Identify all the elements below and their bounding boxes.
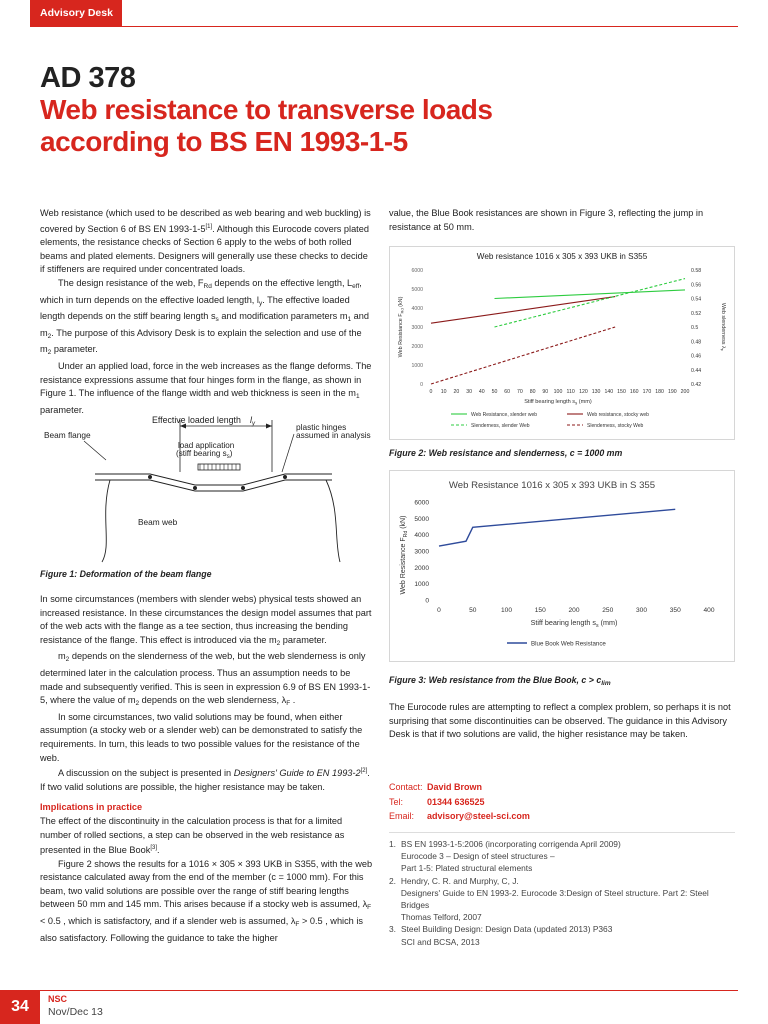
reference-item: 3. Steel Building Design: Design Data (updated 2013) P363 SCI and BCSA, 2013	[389, 924, 613, 947]
chart-2-y-tick: 4000	[411, 306, 423, 312]
chart-2-y2-tick: 0.46	[691, 353, 702, 360]
article-number: AD 378	[40, 62, 136, 94]
header-divider	[30, 26, 738, 27]
chart-3-x-tick: 100	[500, 607, 513, 614]
chart-2-x-tick: 10	[440, 389, 447, 395]
plastic-hinges-label-2: assumed in analysis	[296, 430, 371, 440]
chart-2-y-tick: 0	[420, 382, 423, 388]
tel-row: Tel: 01344 636525	[389, 796, 485, 807]
load-application-label-2: (stiff bearing $s_s$)	[176, 449, 233, 460]
chart-2-legend-label: Slenderness, stocky Web	[587, 423, 644, 429]
chart-2-x-tick: 90	[542, 389, 549, 395]
figure-3-chart	[389, 470, 735, 662]
references-divider	[389, 832, 735, 833]
contact-row: Contact: David Brown	[389, 782, 483, 792]
chart-2-x-tick: 80	[529, 389, 536, 395]
references-list	[389, 838, 735, 948]
chart-2-x-tick: 60	[504, 389, 511, 395]
chart-2-y2-tick: 0.44	[691, 367, 702, 374]
plastic-hinges-label-1: plastic hinges	[296, 422, 347, 432]
chart-2-x-tick: 110	[566, 389, 575, 395]
contact-block	[389, 780, 530, 824]
right-column-bottom	[389, 701, 735, 742]
paragraph-1: Web resistance (which used to be described as web bearing and web buckling) is covered by Section 6 of BS EN 1993-1-5[1]. Although this Eurocode covers plated elements, the resistance checks of Section 6 apply to the webs of both rolled beams and plated elements. Designers will generally use these checks to decide if stiffeners are required under concentrated loads.	[40, 208, 371, 275]
chart-3-title: Web Resistance 1016 x 305 x 393 UKB in S 355	[448, 480, 656, 491]
left-column-top	[40, 207, 374, 417]
chart-2-title: Web resistance 1016 x 305 x 393 UKB in S355	[476, 252, 648, 261]
chart-2-legend-label: Web resistance, stocky web	[587, 412, 649, 418]
email-row: Email: advisory@steel-sci.com	[389, 811, 530, 821]
chart-3-legend-label: Blue Book Web Resistance	[531, 640, 606, 648]
beam-flange-label: Beam flange	[44, 430, 91, 440]
chart-3-x-tick: 300	[635, 607, 648, 614]
chart-2-y-tick: 1000	[411, 363, 423, 369]
chart-2-legend-label: Web Resistance, slender web	[471, 412, 538, 418]
chart-3-y-tick: 3000	[414, 548, 429, 556]
chart-3-x-tick: 0	[437, 607, 441, 614]
title-line-1: Web resistance to transverse loads	[40, 94, 493, 125]
chart-2-y-label: Web Resistance $F_{Rd}$ (kN)	[398, 296, 405, 358]
chart-2-x-tick: 160	[629, 389, 639, 395]
paragraph-9: Figure 2 shows the results for a 1016 × 305 × 393 UKB in S355, with the web resistance calculated away from the end of the member (c = 1000 mm). For this beam, two valid solutions are possible over the range of stiff bearing lengths between 50 mm and 145 mm. This arises because if a stocky web is assumed, $\lambda_F < 0.5$ , which is satisfactory, and if a slender web is assumed, $\lambda_F > 0.5$ , which is also satisfactory. Following the guidance to take the higher	[40, 858, 373, 943]
right-column-top	[389, 207, 735, 234]
chart-2-x-tick: 0	[429, 389, 433, 395]
chart-3-y-tick: 1000	[414, 581, 429, 589]
paragraph-4: In some circumstances (members with slender webs) physical tests showed an increased resistance. In these circumstances the design model assumes that part of the web acts with the flange as a tee section, thus increasing the bending resistance of the flange. This effect is introduced via the $m_2$ parameter.	[40, 594, 372, 647]
load-application-label-1: load application	[178, 441, 235, 450]
chart-2-x-tick: 170	[642, 389, 652, 395]
chart-2-x-tick: 180	[655, 389, 664, 395]
chart-2-y-tick: 5000	[411, 287, 423, 293]
chart-2-y-tick: 2000	[411, 344, 423, 350]
beam-web-label: Beam web	[138, 517, 178, 527]
paragraph-3: Under an applied load, force in the web increases as the flange deforms. The resistance expressions assume that four hinges form in the flange, as shown in Figure 1. The influence of the flange width and web thickness is seen in the $m_1$ parameter.	[40, 360, 372, 415]
figure-1-diagram	[40, 410, 374, 565]
chart-3-x-label: Stiff bearing length $s_s$ (mm)	[530, 618, 618, 629]
reference-item: 2. Hendry, C. R. and Murphy, C, J. Designers' Guide to EN 1993-2. Eurocode 3:Design of Steel structure. Part 2: Steel Bridges Thomas Telford, 2007	[389, 875, 709, 923]
figure-2-caption: Figure 2: Web resistance and slenderness, c = 1000 mm	[389, 448, 623, 458]
paragraph-7: A discussion on the subject is presented in Designers' Guide to EN 1993-2[2]. If two valid solutions are possible, the higher resistance may be taken.	[40, 768, 370, 792]
chart-2-y2-tick: 0.42	[691, 382, 702, 388]
title-line-2: according to BS EN 1993-1-5	[40, 126, 408, 157]
hinge-4	[283, 475, 287, 479]
chart-2-x-tick: 120	[579, 389, 588, 395]
chart-2-y-tick: 3000	[411, 325, 423, 331]
chart-2-y2-tick: 0.52	[691, 310, 702, 317]
chart-2-y2-tick: 0.54	[691, 296, 702, 303]
chart-2-legend-label: Slenderness, slender Web	[471, 423, 530, 429]
chart-3-y-tick: 0	[425, 597, 429, 605]
chart-3-x-tick: 350	[669, 607, 681, 614]
chart-3-y-tick: 2000	[414, 564, 429, 572]
article-title	[40, 94, 600, 158]
page-number: 34	[0, 990, 40, 1024]
chart-2-x-tick: 150	[617, 389, 626, 395]
ly-label: $l_y$	[250, 415, 255, 427]
chart-2-y2-tick: 0.48	[691, 339, 702, 346]
chart-3-frame	[390, 471, 735, 662]
chart-2-y-tick: 6000	[411, 268, 423, 274]
chart-2-x-tick: 100	[553, 389, 563, 395]
paragraph-5: $m_2$ depends on the slenderness of the web, but the web slenderness is only determined later in the calculation process. Thus an assumption needs to be made and subsequently verified. This is seen in expression 6.9 of BS EN 1993-1-5, where the value of $m_2$ depends on the web slenderness, $\lambda_F$ .	[40, 651, 371, 708]
chart-2-x-tick: 40	[478, 389, 485, 395]
chart-3-y-tick: 6000	[414, 499, 429, 507]
figure-1-caption: Figure 1: Deformation of the beam flange	[40, 569, 212, 579]
chart-2-x-tick: 190	[667, 389, 677, 395]
chart-2-x-tick: 70	[517, 389, 523, 395]
right-paragraph-1: value, the Blue Book resistances are shown in Figure 3, reflecting the jump in resistance at 50 mm.	[389, 208, 704, 232]
figure-2-chart	[389, 246, 735, 440]
chart-2-x-tick: 50	[491, 389, 498, 395]
chart-2-x-tick: 200	[680, 389, 690, 395]
section-tag: Advisory Desk	[30, 0, 122, 26]
effective-loaded-length-label: Effective loaded length	[152, 415, 241, 425]
paragraph-8: The effect of the discontinuity in the calculation process is that for a limited number of rolled sections, a step can be observed in the web resistance as presented in the Blue Book[3].	[40, 815, 345, 856]
chart-3-x-tick: 200	[568, 607, 580, 614]
chart-3-y-label: Web Resistance $F_{Rd}$ (kN)	[400, 515, 409, 595]
paragraph-2: The design resistance of the web, $F_{Rd}$ depends on the effective length, $L_{eff}$, which in turn depends on the effective loaded length, $l_y$. The effective loaded length depends on the stiff bearing length $s_s$ and modification parameters $m_1$ and $m_2$. The purpose of this Advisory Desk is to explain the selection and use of the $m_2$ parameter.	[40, 277, 369, 357]
chart-2-y2-tick: 0.5	[691, 325, 699, 331]
implications-heading: Implications in practice	[40, 802, 143, 813]
chart-3-y-tick: 5000	[414, 515, 429, 523]
figure-3-caption: Figure 3: Web resistance from the Blue Book, $c > c_{lim}$	[389, 675, 611, 687]
chart-2-x-label: Stiff bearing length $s_s$ (mm)	[524, 399, 592, 406]
chart-2-x-tick: 30	[466, 389, 472, 395]
chart-3-x-tick: 250	[602, 607, 614, 614]
chart-2-y2-label: Web slenderness $\lambda_F$	[719, 302, 726, 352]
chart-3-x-tick: 400	[703, 607, 715, 614]
chart-2-x-tick: 20	[453, 389, 460, 395]
chart-3-x-tick: 50	[469, 607, 477, 614]
chart-2-y2-tick: 0.56	[691, 282, 702, 289]
right-paragraph-2: The Eurocode rules are attempting to reflect a complex problem, so perhaps it is not surprising that some discontinuities can be observed. The guidance in this Advisory Desk is that if two solutions are valid, the higher resistance may be taken.	[389, 702, 731, 740]
chart-2-y2-tick: 0.58	[691, 268, 702, 274]
paragraph-6: In some circumstances, two valid solutions may be found, when either assumption (a stocky web or a slender web) can be demonstrated to satisfy the requirements. In turn, this leads to two possible values for the resistance of the web.	[40, 711, 363, 763]
chart-3-x-tick: 150	[534, 607, 546, 614]
chart-2-x-tick: 130	[591, 389, 601, 395]
hinge-2	[193, 486, 197, 490]
chart-3-y-tick: 4000	[414, 532, 429, 540]
footer-divider	[40, 990, 738, 991]
issue-date: Nov/Dec 13	[48, 1006, 103, 1018]
hinge-3	[241, 486, 245, 490]
reference-item: 1. BS EN 1993-1-5:2006 (incorporating corrigenda April 2009) Eurocode 3 – Design of steel structures – Part 1-5: Plated structural elements	[389, 839, 621, 874]
magazine-name: NSC	[48, 994, 68, 1004]
left-column-bottom	[40, 593, 374, 945]
email-link[interactable]: advisory@steel-sci.com	[427, 811, 530, 821]
hinge-1	[148, 475, 152, 479]
chart-2-x-tick: 140	[604, 389, 614, 395]
